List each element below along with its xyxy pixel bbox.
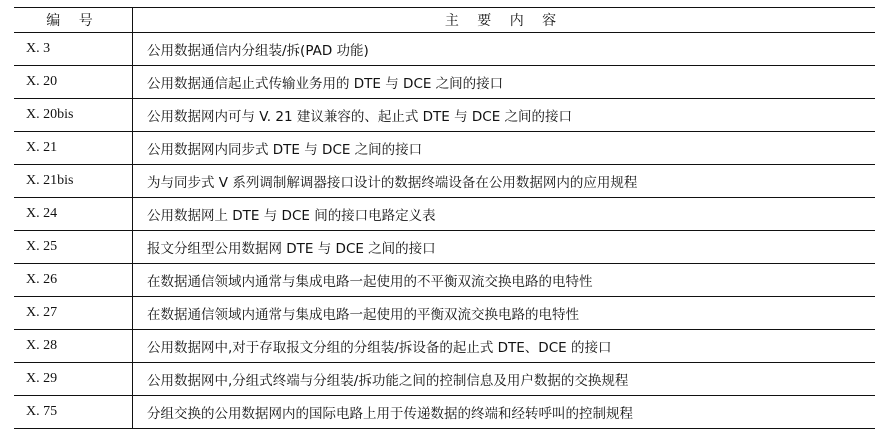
row-number: X. 27 <box>14 297 133 330</box>
table-row <box>14 99 875 132</box>
table-row <box>14 264 875 297</box>
standards-table <box>14 7 875 429</box>
table-row <box>14 231 875 264</box>
row-number: X. 26 <box>14 264 133 297</box>
table-body <box>14 33 875 429</box>
row-number: X. 29 <box>14 363 133 396</box>
header-row <box>14 8 875 33</box>
row-content: 报文分组型公用数据网 DTE 与 DCE 之间的接口 <box>133 231 876 264</box>
table-row <box>14 297 875 330</box>
table-header <box>14 8 875 33</box>
table-row <box>14 330 875 363</box>
table-row <box>14 363 875 396</box>
table-row <box>14 66 875 99</box>
row-number: X. 25 <box>14 231 133 264</box>
header-number: 编 号 <box>14 8 133 33</box>
row-content: 分组交换的公用数据网内的国际电路上用于传递数据的终端和经转呼叫的控制规程 <box>133 396 876 429</box>
row-number: X. 20 <box>14 66 133 99</box>
row-number: X. 24 <box>14 198 133 231</box>
header-content: 主 要 内 容 <box>133 8 876 33</box>
row-number: X. 21bis <box>14 165 133 198</box>
row-content: 公用数据通信内分组装/拆(PAD 功能) <box>133 33 876 66</box>
row-content: 公用数据网中,对于存取报文分组的分组装/拆设备的起止式 DTE、DCE 的接口 <box>133 330 876 363</box>
row-content: 公用数据网内可与 V. 21 建议兼容的、起止式 DTE 与 DCE 之间的接口 <box>133 99 876 132</box>
table-row <box>14 165 875 198</box>
table-row <box>14 198 875 231</box>
row-number: X. 75 <box>14 396 133 429</box>
row-content: 公用数据网中,分组式终端与分组装/拆功能之间的控制信息及用户数据的交换规程 <box>133 363 876 396</box>
table-row <box>14 396 875 429</box>
row-number: X. 3 <box>14 33 133 66</box>
row-content: 公用数据网内同步式 DTE 与 DCE 之间的接口 <box>133 132 876 165</box>
row-number: X. 28 <box>14 330 133 363</box>
row-number: X. 21 <box>14 132 133 165</box>
table-row <box>14 132 875 165</box>
row-content: 为与同步式 V 系列调制解调器接口设计的数据终端设备在公用数据网内的应用规程 <box>133 165 876 198</box>
row-content: 公用数据通信起止式传输业务用的 DTE 与 DCE 之间的接口 <box>133 66 876 99</box>
row-content: 在数据通信领域内通常与集成电路一起使用的不平衡双流交换电路的电特性 <box>133 264 876 297</box>
row-number: X. 20bis <box>14 99 133 132</box>
row-content: 公用数据网上 DTE 与 DCE 间的接口电路定义表 <box>133 198 876 231</box>
table-row <box>14 33 875 66</box>
row-content: 在数据通信领域内通常与集成电路一起使用的平衡双流交换电路的电特性 <box>133 297 876 330</box>
